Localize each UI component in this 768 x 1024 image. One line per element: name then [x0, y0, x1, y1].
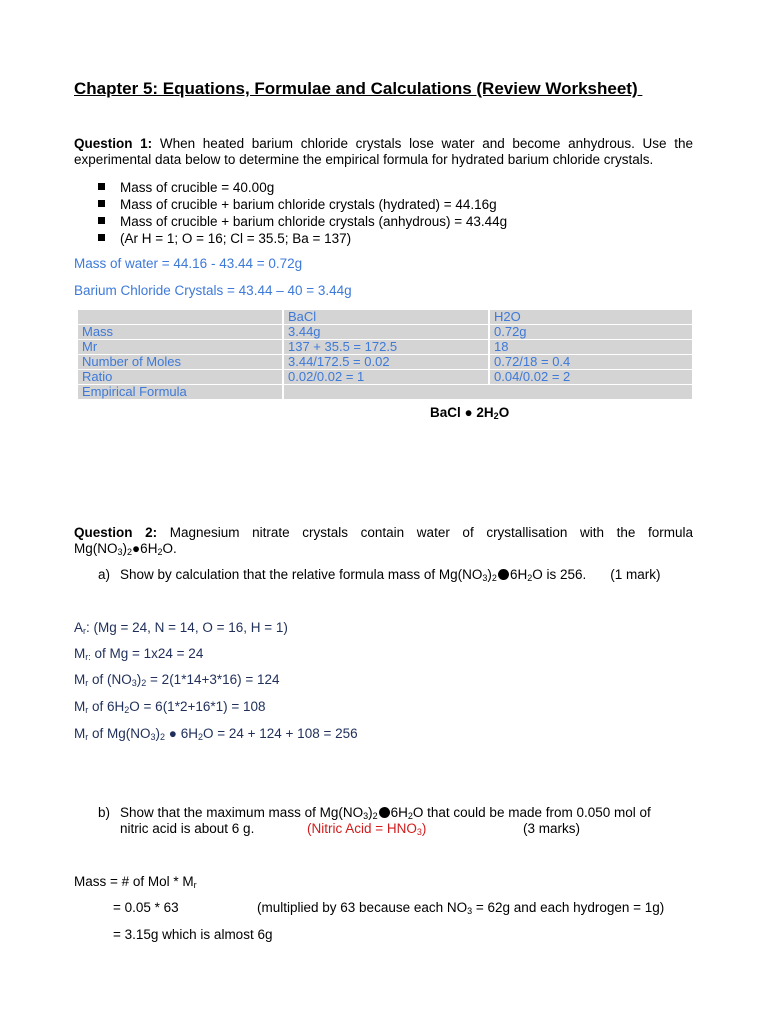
- list-item: Mass of crucible + barium chloride crystals (anhydrous) = 43.44g: [98, 213, 507, 230]
- answer-b-line-3: = 3.15g which is almost 6g: [113, 927, 273, 942]
- square-bullet-icon: [98, 183, 105, 190]
- bullet-dot-icon: [379, 807, 390, 818]
- table-row: Mr 137 + 35.5 = 172.5 18: [78, 340, 692, 354]
- question-2a: a) Show by calculation that the relative formula mass of $Mg(NO_3)_2$ $6H_2O$ is 256. (1 mark): [98, 567, 661, 583]
- question-1-data-list: [98, 179, 507, 247]
- square-bullet-icon: [98, 217, 105, 224]
- table-cell: [78, 310, 282, 324]
- question-1-label: Question 1:: [74, 136, 153, 151]
- table-row: Number of Moles 3.44/172.5 = 0.02 0.72/18 = 0.4: [78, 355, 692, 369]
- table-header-h2o: H2O: [490, 310, 692, 324]
- empirical-formula-table: [76, 309, 694, 400]
- answer-b-line-1: Mass = # of Mol * $M_r$: [74, 874, 197, 890]
- calc-line-no3: $M_r$ of $(NO_3)_2 = 2(1*14+3*16) = 124$: [74, 672, 280, 688]
- list-item: (Ar H = 1; O = 16; Cl = 35.5; Ba = 137): [98, 230, 507, 247]
- question-2b-continued: nitric acid is about 6 g.: [120, 821, 255, 836]
- marks-label: (3 marks): [523, 821, 580, 836]
- calc-line-6h2o: $M_r$ of $6H_2O = 6(1*2+16*1) = 108$: [74, 699, 266, 715]
- question-2b: b) Show that the maximum mass of $Mg(NO_3)_2$ $6H_2O$ that could be made from 0.050 mol of: [98, 805, 651, 821]
- table-row: Ratio 0.02/0.02 = 1 0.04/0.02 = 2: [78, 370, 692, 384]
- empirical-formula-result: BaCl ● $2H_2O$: [430, 405, 510, 421]
- question-1-text: When heated barium chloride crystals lose water and become anhydrous. Use the experimental data below to determine the empirical formula for hydrated barium chloride crystals.: [74, 136, 693, 167]
- question-2: Question 2: Magnesium nitrate crystals contain water of crystallisation with the formula $Mg(NO_3)_2●6H_2O$.: [74, 525, 693, 557]
- table-header-row: [78, 310, 692, 324]
- calc-line-mg: $M_{r:}$ of Mg = 1x24 = 24: [74, 646, 204, 662]
- question-2-label: Question 2:: [74, 525, 158, 540]
- answer-mass-of-water: Mass of water = 44.16 - 43.44 = 0.72g: [74, 256, 303, 271]
- list-item: Mass of crucible + barium chloride crystals (hydrated) = 44.16g: [98, 196, 507, 213]
- calc-line-total: $M_r$ of $Mg(NO_3)_2$ ● $6H_2O = 24 + 124 + 108 = 256$: [74, 726, 358, 742]
- table-row: Mass 3.44g 0.72g: [78, 325, 692, 339]
- square-bullet-icon: [98, 234, 105, 241]
- table-header-bacl: BaCl: [284, 310, 488, 324]
- question-1: [74, 136, 693, 168]
- marks-label: (1 mark): [610, 567, 661, 582]
- calc-line-ar: $A_r$: (Mg = 24, N = 14, O = 16, H = 1): [74, 620, 288, 636]
- answer-b-note: (multiplied by 63 because each $NO_3 = 62g$ and each hydrogen = 1g): [257, 900, 665, 916]
- answer-barium-chloride-mass: Barium Chloride Crystals = 43.44 – 40 = 3.44g: [74, 283, 352, 298]
- bullet-dot-icon: [498, 569, 509, 580]
- square-bullet-icon: [98, 200, 105, 207]
- table-row: Empirical Formula: [78, 385, 692, 399]
- page-title: Chapter 5: Equations, Formulae and Calculations (Review Worksheet): [74, 79, 643, 98]
- list-item: Mass of crucible = 40.00g: [98, 179, 507, 196]
- answer-b-line-2: = 0.05 * 63: [113, 900, 179, 915]
- nitric-acid-note: (Nitric Acid = $HNO_3$): [307, 821, 427, 837]
